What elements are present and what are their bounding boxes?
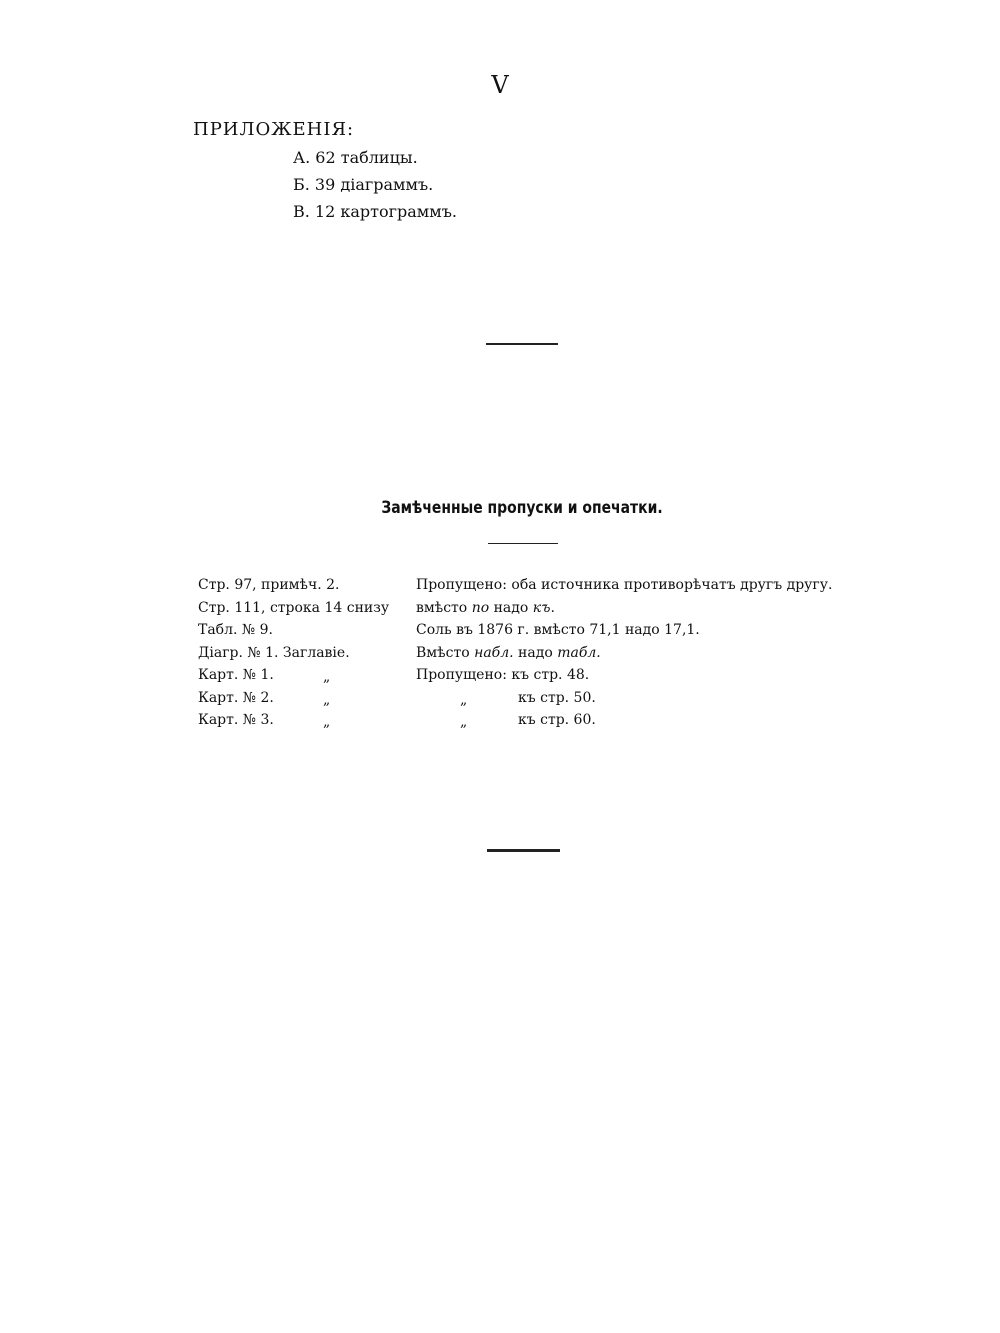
correction-italic-word: къ: [532, 599, 551, 616]
errata-row: [198, 709, 858, 732]
appendix-item: В. 12 картограммъ.: [293, 202, 457, 221]
correction-text: надо: [489, 599, 533, 616]
appendix-heading: ПРИЛОЖЕНІЯ:: [193, 119, 355, 140]
errata-correction: [416, 597, 555, 620]
errata-row: [198, 664, 858, 687]
errata-row: [198, 687, 858, 710]
correction-italic-word: набл.: [474, 644, 514, 661]
ditto-mark: „: [323, 714, 331, 730]
errata-row: [198, 597, 858, 620]
errata-reference: Стр. 111, строка 14 снизу: [198, 599, 390, 616]
errata-reference: Карт. № 1.: [198, 667, 274, 683]
correction-text: .: [550, 599, 555, 616]
correction-italic-word: по: [471, 599, 490, 616]
errata-correction: Соль въ 1876 г. вмѣсто 71,1 надо 17,1.: [416, 622, 700, 638]
errata-table: [198, 574, 858, 732]
errata-correction: Пропущено: къ стр. 48.: [416, 667, 590, 683]
correction-text: надо: [513, 644, 558, 661]
correction-text: Вмѣсто: [416, 644, 475, 661]
correction-italic-word: табл.: [557, 644, 601, 661]
errata-reference: Стр. 97, примѣч. 2.: [198, 577, 340, 593]
ditto-mark: „: [460, 714, 468, 730]
appendix-item: Б. 39 діаграммъ.: [293, 175, 434, 194]
errata-reference: Діагр. № 1. Заглавіе.: [198, 644, 350, 661]
divider-rule: [486, 343, 558, 345]
errata-reference: Табл. № 9.: [198, 622, 273, 638]
divider-rule: [488, 543, 558, 544]
ditto-mark: „: [323, 691, 331, 708]
errata-correction: къ стр. 50.: [518, 689, 596, 706]
correction-text: вмѣсто: [416, 599, 472, 616]
divider-rule: [487, 849, 560, 852]
errata-reference: Карт. № 2.: [198, 689, 274, 706]
errata-row: [198, 642, 858, 665]
page-number: V: [491, 71, 509, 99]
errata-reference: Карт. № 3.: [198, 712, 274, 728]
errata-correction: [416, 642, 601, 665]
errata-correction: къ стр. 60.: [518, 712, 596, 728]
ditto-mark: „: [323, 669, 331, 685]
appendix-list: [293, 144, 457, 225]
errata-correction: Пропущено: оба источника противорѣчатъ другъ другу.: [416, 577, 833, 593]
appendix-item: А. 62 таблицы.: [293, 148, 418, 167]
errata-row: [198, 574, 858, 597]
errata-row: [198, 619, 858, 642]
ditto-mark: „: [460, 691, 468, 708]
errata-title: Замѣченные пропуски и опечатки.: [381, 498, 663, 518]
